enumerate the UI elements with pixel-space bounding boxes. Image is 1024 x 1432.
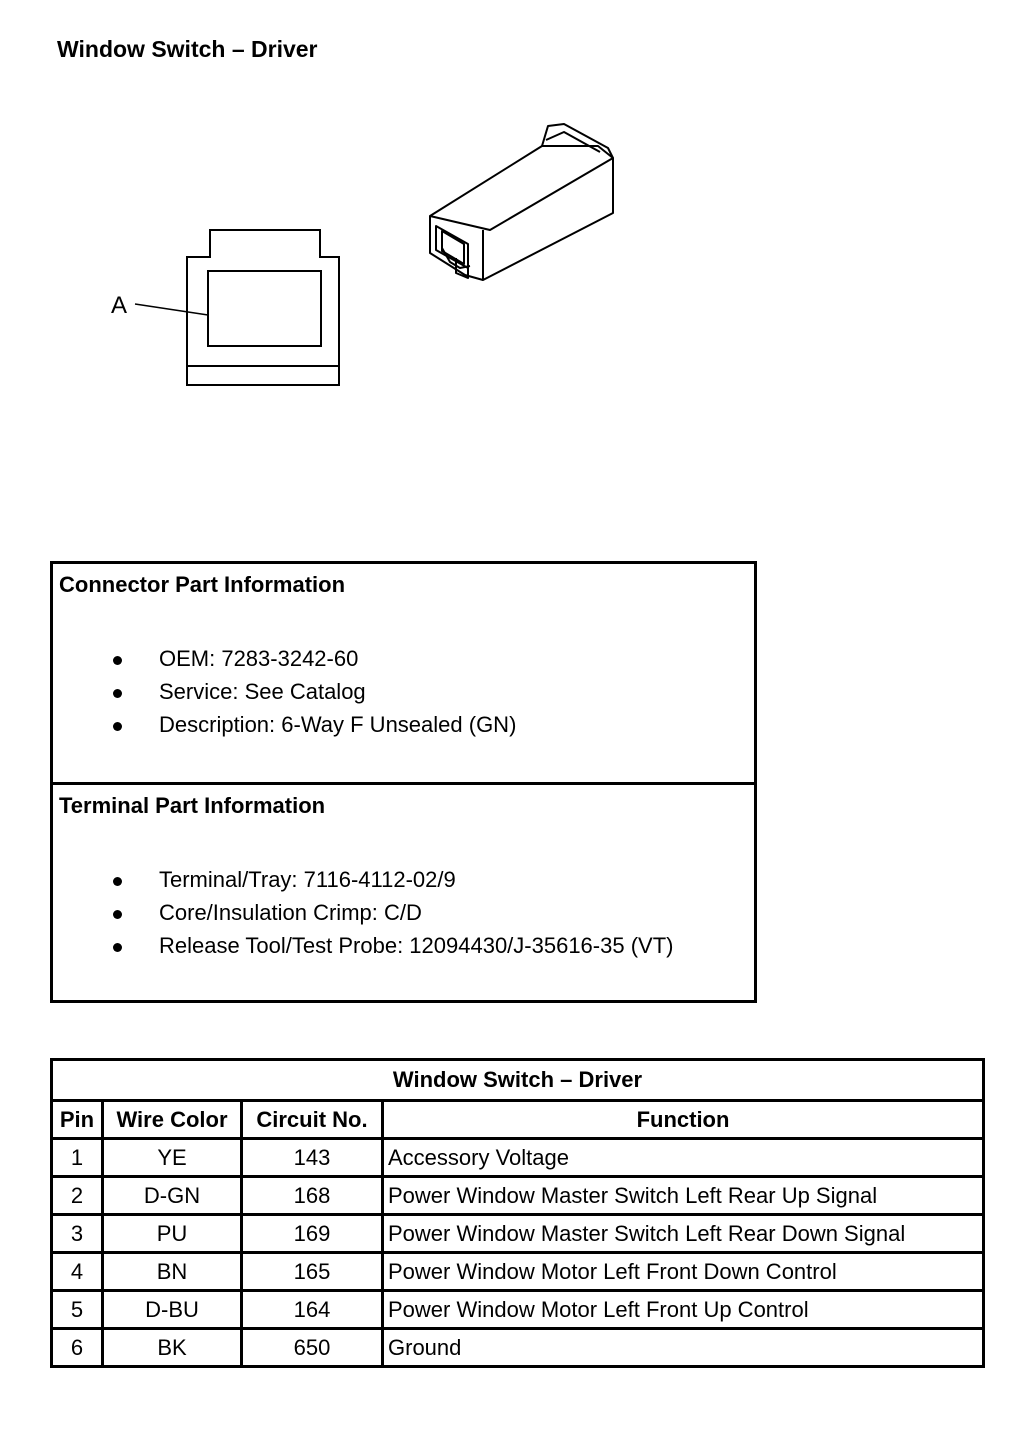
function-cell: Ground xyxy=(383,1329,984,1367)
table-row xyxy=(52,1139,984,1177)
circuit-cell: 650 xyxy=(242,1329,383,1367)
connector-cavity-a xyxy=(208,271,321,346)
connector-part-information: Connector Part Information OEM: 7283-3242-60 Service: See Catalog Description: 6-Way F Unsealed (GN) xyxy=(53,564,754,785)
pin-cell: 1 xyxy=(52,1139,103,1177)
wire-color-cell: D-BU xyxy=(103,1291,242,1329)
header-circuit-no: Circuit No. xyxy=(242,1101,383,1139)
circuit-cell: 164 xyxy=(242,1291,383,1329)
circuit-cell: 169 xyxy=(242,1215,383,1253)
function-cell: Power Window Master Switch Left Rear Up Signal xyxy=(383,1177,984,1215)
connector-isometric-diagram xyxy=(420,118,620,288)
part-information-box xyxy=(50,561,757,1003)
connector-face-outline xyxy=(187,230,339,385)
pin-cell: 6 xyxy=(52,1329,103,1367)
wire-color-cell: BK xyxy=(103,1329,242,1367)
connector-info-title: Connector Part Information xyxy=(59,572,346,597)
connector-body-side xyxy=(483,158,613,280)
bullet-icon xyxy=(113,877,122,886)
wire-color-cell: BN xyxy=(103,1253,242,1291)
connector-ridge-inner xyxy=(546,132,600,152)
pin-cell: 2 xyxy=(52,1177,103,1215)
table-row xyxy=(52,1329,984,1367)
table-row xyxy=(52,1291,984,1329)
header-wire-color: Wire Color xyxy=(103,1101,242,1139)
pin-cell: 3 xyxy=(52,1215,103,1253)
pin-table xyxy=(50,1058,985,1368)
circuit-cell: 168 xyxy=(242,1177,383,1215)
terminal-part-information: Terminal Part Information Terminal/Tray: 7116-4112-02/9 Core/Insulation Crimp: C/D Release Tool/Test Probe: 12094430/J-35616-35 (VT) xyxy=(59,793,674,958)
function-cell: Power Window Master Switch Left Rear Down Signal xyxy=(383,1215,984,1253)
bullet-icon xyxy=(113,689,122,698)
pin-cell: 4 xyxy=(52,1253,103,1291)
circuit-cell: 165 xyxy=(242,1253,383,1291)
function-cell: Power Window Motor Left Front Down Control xyxy=(383,1253,984,1291)
connector-body-top xyxy=(430,146,613,230)
terminal-info-title: Terminal Part Information xyxy=(59,793,326,818)
function-cell: Accessory Voltage xyxy=(383,1139,984,1177)
bullet-icon xyxy=(113,656,122,665)
table-row xyxy=(52,1177,984,1215)
circuit-cell: 143 xyxy=(242,1139,383,1177)
page-title: Window Switch – Driver xyxy=(57,36,318,62)
table-header-row xyxy=(52,1101,984,1139)
callout-leader-line xyxy=(135,304,208,315)
connector-top-ridge xyxy=(542,124,613,158)
bullet-icon xyxy=(113,722,122,731)
bullet-icon xyxy=(113,910,122,919)
pin-cell: 5 xyxy=(52,1291,103,1329)
bullet-icon xyxy=(113,943,122,952)
function-cell: Power Window Motor Left Front Up Control xyxy=(383,1291,984,1329)
connector-face-diagram xyxy=(105,225,350,400)
table-row xyxy=(52,1253,984,1291)
table-caption-row xyxy=(52,1060,984,1101)
wire-color-cell: PU xyxy=(103,1215,242,1253)
wire-color-cell: D-GN xyxy=(103,1177,242,1215)
callout-label-a: A xyxy=(111,292,128,319)
header-function: Function xyxy=(383,1101,984,1139)
header-pin: Pin xyxy=(52,1101,103,1139)
table-row xyxy=(52,1215,984,1253)
wire-color-cell: YE xyxy=(103,1139,242,1177)
table-caption: Window Switch – Driver xyxy=(52,1060,984,1101)
